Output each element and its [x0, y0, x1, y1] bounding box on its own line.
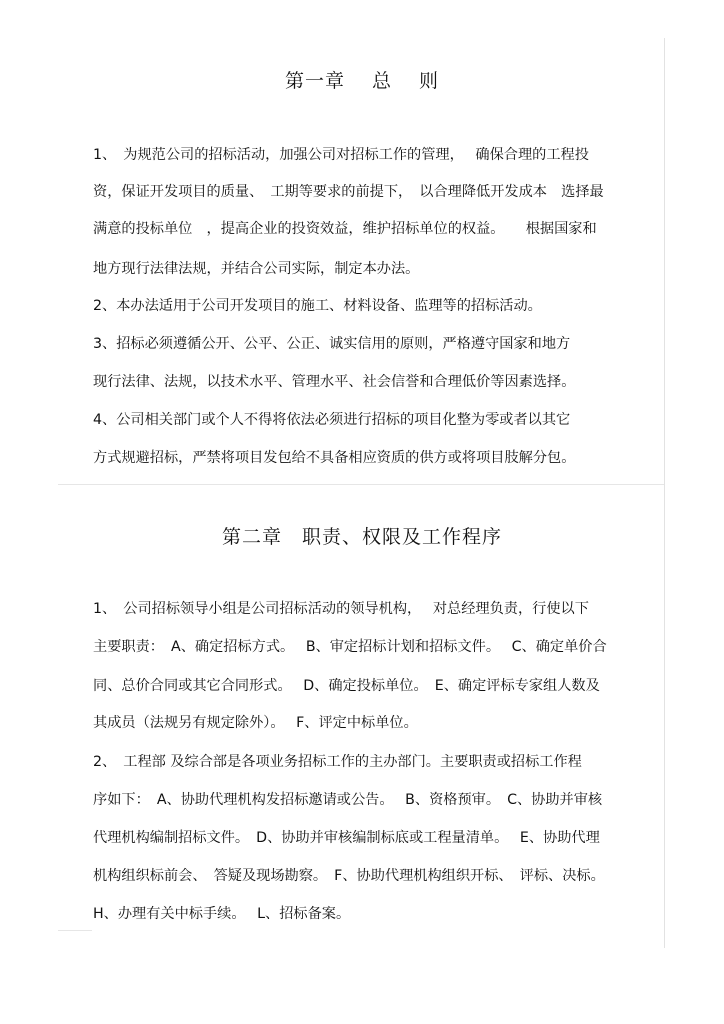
chapter-2-title: 第二章 职责、权限及工作程序 [221, 526, 502, 548]
chapter-1-line-3: 满意的投标单位 ，提高企业的投资效益，维护招标单位的权益。 根据国家和 [93, 221, 597, 237]
chapter-2-line-1: 1、 公司招标领导小组是公司招标活动的领导机构， 对总经理负责，行使以下 [93, 601, 589, 617]
chapter-1-line-7: 现行法律、法规，以技术水平、管理水平、社会信誉和合理低价等因素选择。 [93, 374, 576, 390]
chapter-2-line-5: 2、 工程部 及综合部是各项业务招标工作的主办部门。主要职责或招标工作程 [93, 754, 582, 770]
chapter-2-line-6: 序如下： A、协助代理机构发招标邀请或公告。 B、资格预审。 C、协助并审核 [93, 792, 603, 808]
bottom-separator-line [58, 930, 92, 931]
chapter-1-line-2: 资，保证开发项目的质量、 工期等要求的前提下， 以合理降低开发成本 选择最 [93, 184, 604, 200]
chapter-1-line-9: 方式规避招标，严禁将项目发包给不具备相应资质的供方或将项目肢解分包。 [93, 450, 576, 466]
chapter-2-line-2: 主要职责： A、确定招标方式。 B、审定招标计划和招标文件。 C、确定单价合 [93, 639, 607, 655]
chapter-2-line-9: H、办理有关中标手续。 L、招标备案。 [93, 906, 351, 922]
chapter-1-line-5: 2、本办法适用于公司开发项目的施工、材料设备、监理等的招标活动。 [93, 298, 542, 314]
chapter-2-line-3: 同、总价合同或其它合同形式。 D、确定投标单位。 E、确定评标专家组人数及 [93, 678, 600, 694]
chapter-2-line-4: 其成员（法规另有规定除外）。 F、评定中标单位。 [93, 715, 418, 731]
chapter-2-line-7: 代理机构编制招标文件。 D、协助并审核编制标底或工程量清单。 E、协助代理 [93, 830, 600, 846]
right-margin-line [664, 38, 665, 948]
chapter-1-line-4: 地方现行法律法规，并结合公司实际，制定本办法。 [93, 261, 420, 277]
chapter-1-line-8: 4、公司相关部门或个人不得将依法必须进行招标的项目化整为零或者以其它 [93, 412, 571, 428]
section-separator-line [58, 484, 664, 485]
chapter-1-line-1: 1、 为规范公司的招标活动，加强公司对招标工作的管理， 确保合理的工程投 [93, 147, 589, 163]
chapter-1-line-6: 3、招标必须遵循公开、公平、公正、诚实信用的原则，严格遵守国家和地方 [93, 336, 571, 352]
chapter-2-line-8: 机构组织标前会、 答疑及现场勘察。 F、协助代理机构组织开标、 评标、决标。 [93, 868, 605, 884]
chapter-1-title: 第一章 总 则 [284, 70, 440, 92]
